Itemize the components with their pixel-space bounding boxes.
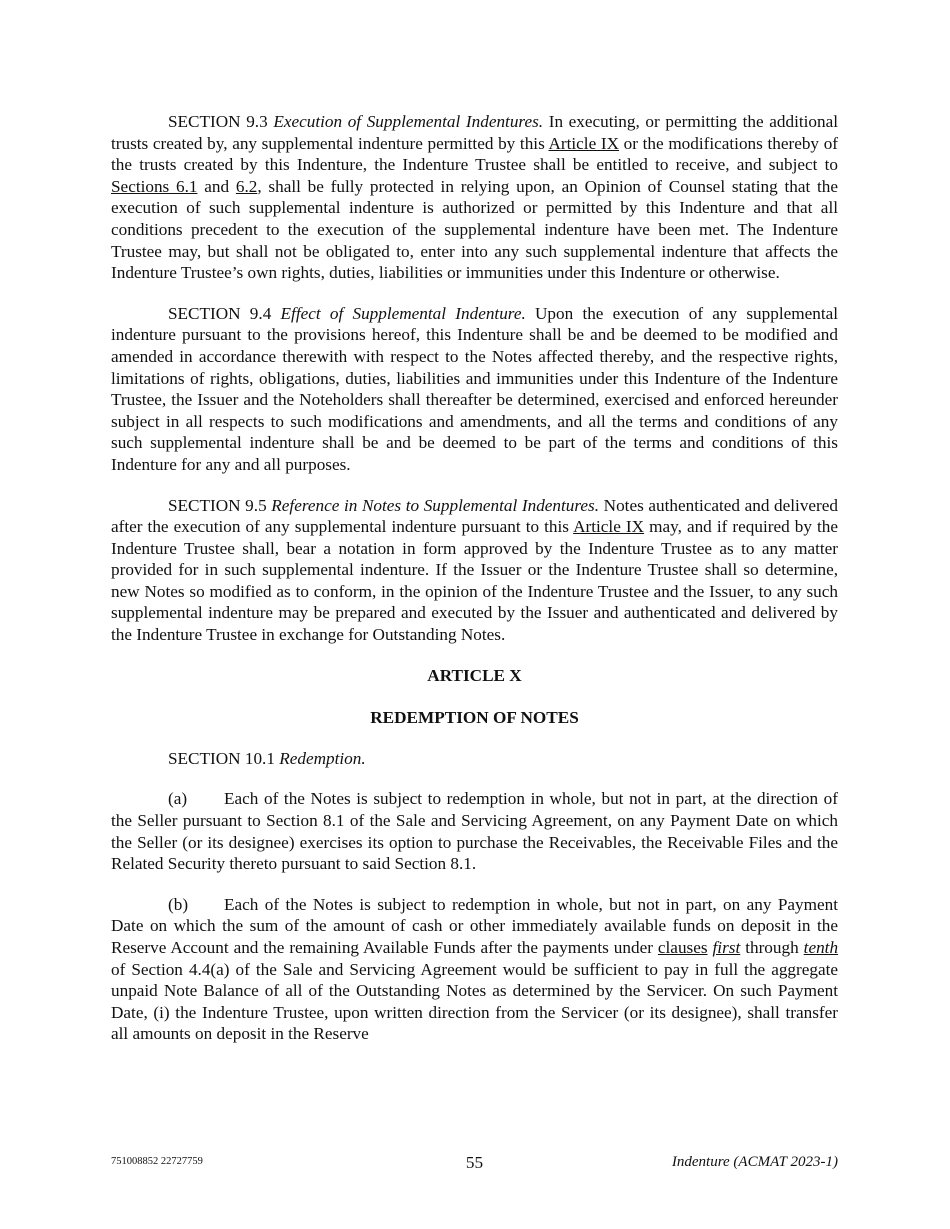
article-ix-reference: Article IX (573, 517, 645, 537)
page-number: 55 (465, 1153, 484, 1172)
section-text: may, and if required by the Indenture Trustee shall, bear a notation in form approved by the Indenture Trustee as to any matter provided for in such supplemental indenture. If the Issuer or the Indenture Trustee shall so determine, new Notes so modified as to conform, in the opinion of the Indenture Trustee and the Issuer, to any such supplemental indenture may be prepared and executed by the Issuer and authenticated and delivered by the Indenture Trustee in exchange for Outstanding Notes. (111, 517, 838, 645)
section-heading: Redemption. (279, 748, 366, 768)
section-heading: Execution of Supplemental Indentures. (273, 112, 544, 131)
clause-b (111, 894, 838, 1045)
clause-text: through (745, 938, 799, 957)
section-9-4 (111, 303, 838, 476)
sections-6-1-reference: Sections 6.1 (111, 176, 198, 196)
clause-text: Each of the Notes is subject to redemption in whole, but not in part, on any Payment Date on which the sum of the amount of cash or other immediately available funds on deposit in the Reserve Account and the remaining Available Funds after the payments under (111, 894, 838, 957)
document-id: 751008852 22727759 (111, 1156, 203, 1167)
clause-label: (b) (168, 894, 189, 914)
section-number: SECTION 9.3 (168, 112, 268, 131)
section-heading: Effect of Supplemental Indenture. (280, 303, 526, 323)
article-title: REDEMPTION OF NOTES (370, 708, 579, 728)
section-number: SECTION 9.5 (168, 495, 267, 515)
clause-label: (a) (168, 789, 188, 809)
page-body (111, 111, 838, 1064)
document-title: Indenture (ACMAT 2023-1) (671, 1154, 838, 1170)
clause-text: Each of the Notes is subject to redemption in whole, but not in part, at the direction of the Seller pursuant to Section 8.1 of the Sale and Servicing Agreement, on any Payment Date on which the Seller (or its designee) exercises its option to purchase the Receivables, the Receivable Files and the Related Security thereto pursuant to said Section 8.1. (111, 789, 838, 874)
section-9-3 (111, 111, 838, 284)
section-6-2-reference: 6.2 (235, 176, 258, 196)
section-9-5 (111, 495, 838, 646)
clause-text: of Section 4.4(a) of the Sale and Servicing Agreement would be sufficient to pay in full the aggregate unpaid Note Balance of all of the Outstanding Notes as determined by the Servicer. On such Payment Date, (i) the Indenture Trustee, upon written direction from the Servicer (or its designee), shall transfer all amounts on deposit in the Reserve (111, 959, 838, 1044)
section-10-1 (111, 748, 838, 770)
section-heading: Reference in Notes to Supplemental Indentures. (271, 495, 600, 515)
page-footer (111, 1153, 838, 1177)
section-number: SECTION 10.1 (168, 748, 275, 768)
first-reference: first (712, 938, 741, 957)
tenth-reference: tenth (803, 938, 839, 957)
clauses-reference: clauses (657, 938, 708, 957)
article-heading: ARTICLE X (427, 665, 522, 685)
article-ix-reference: Article IX (548, 133, 620, 153)
section-text: In executing, or permitting the additional trusts created by, any supplemental indenture permitted by this (111, 112, 838, 153)
section-text: Upon the execution of any supplemental indenture pursuant to the provisions hereof, this Indenture shall be and be deemed to be modified and amended in accordance therewith with respect to the Notes affected thereby, and the respective rights, limitations of rights, obligations, duties, liabilities and immunities under this Indenture of the Indenture Trustee, the Issuer and the Noteholders shall thereafter be determined, exercised and enforced hereunder subject in all respects to such modifications and amendments, and all the terms and conditions of any such supplemental indenture shall be and be deemed to be part of the terms and conditions of this Indenture for any and all purposes. (111, 303, 838, 474)
section-text: Notes authenticated and delivered after the execution of any supplemental indenture pursuant to this (111, 495, 838, 537)
section-text: , shall be fully protected in relying upon, an Opinion of Counsel stating that the execution of such supplemental indenture is authorized or permitted by this Indenture and that all conditions precedent to the execution of the supplemental indenture have been met. The Indenture Trustee may, but shall not be obligated to, enter into any such supplemental indenture that affects the Indenture Trustee’s own rights, duties, liabilities or immunities under this Indenture or otherwise. (111, 176, 838, 283)
section-text: and (197, 176, 236, 196)
section-text: or the modifications thereby of the trusts created by this Indenture, the Indenture Trustee shall be entitled to receive, and subject to (111, 133, 839, 175)
clause-a (111, 788, 838, 874)
section-number: SECTION 9.4 (168, 303, 272, 323)
